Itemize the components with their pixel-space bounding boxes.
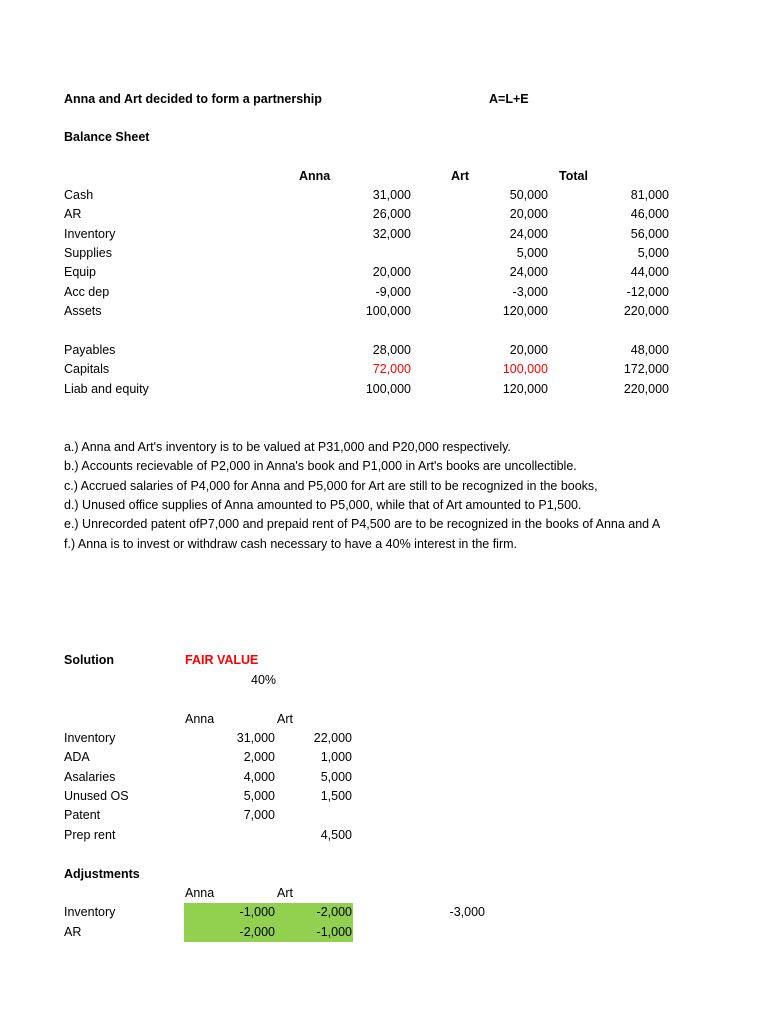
- adjustments-col-art: Art: [277, 886, 293, 900]
- art-capital-value: 100,000: [502, 362, 548, 376]
- art-value: 24,000: [509, 265, 548, 279]
- anna-value: 100,000: [365, 382, 411, 396]
- row-label: Capitals: [64, 362, 110, 376]
- row-label: ADA: [64, 750, 90, 764]
- art-value: -3,000: [512, 285, 548, 299]
- total-value: 220,000: [623, 382, 669, 396]
- art-value: 20,000: [509, 343, 548, 357]
- balance-sheet-heading: Balance Sheet: [64, 130, 150, 144]
- bs-col-anna: Anna: [299, 169, 331, 183]
- total-value: 172,000: [623, 362, 669, 376]
- anna-value: -2,000: [239, 925, 275, 939]
- row-label: Unused OS: [64, 789, 129, 803]
- row-label: Acc dep: [64, 285, 110, 299]
- anna-value: 2,000: [243, 750, 275, 764]
- solution-col-art: Art: [277, 712, 293, 726]
- note-c: c.) Accrued salaries of P4,000 for Anna and P5,000 for Art are still to be recognized in the books,: [64, 479, 598, 493]
- accounting-equation: A=L+E: [489, 92, 529, 106]
- total-value: 46,000: [630, 207, 669, 221]
- art-value: 120,000: [502, 304, 548, 318]
- art-value: -1,000: [316, 925, 352, 939]
- total-value: -3,000: [449, 905, 485, 919]
- art-value: 50,000: [509, 188, 548, 202]
- art-value: 22,000: [313, 731, 352, 745]
- bs-col-art: Art: [451, 169, 470, 183]
- anna-capital-value: 72,000: [372, 362, 411, 376]
- art-value: -2,000: [316, 905, 352, 919]
- row-label: Inventory: [64, 227, 116, 241]
- total-value: 81,000: [630, 188, 669, 202]
- note-f: f.) Anna is to invest or withdraw cash necessary to have a 40% interest in the firm.: [64, 537, 517, 551]
- art-value: 1,000: [320, 750, 352, 764]
- total-value: 44,000: [630, 265, 669, 279]
- total-value: 5,000: [637, 246, 669, 260]
- solution-col-anna: Anna: [185, 712, 215, 726]
- document-title: Anna and Art decided to form a partnership: [64, 92, 322, 106]
- fair-value-heading: FAIR VALUE: [185, 653, 259, 667]
- anna-value: 20,000: [372, 265, 411, 279]
- row-label: Liab and equity: [64, 382, 149, 396]
- anna-value: 31,000: [236, 731, 275, 745]
- total-value: 56,000: [630, 227, 669, 241]
- anna-value: 7,000: [243, 808, 275, 822]
- row-label: Payables: [64, 343, 116, 357]
- anna-value: 26,000: [372, 207, 411, 221]
- art-value: 24,000: [509, 227, 548, 241]
- note-e: e.) Unrecorded patent ofP7,000 and prepaid rent of P4,500 are to be recognized in the books of Anna and A: [64, 517, 661, 531]
- row-label: Asalaries: [64, 770, 116, 784]
- anna-value: 32,000: [372, 227, 411, 241]
- row-label: Inventory: [64, 905, 116, 919]
- art-value: 120,000: [502, 382, 548, 396]
- anna-value: 4,000: [243, 770, 275, 784]
- row-label: Patent: [64, 808, 101, 822]
- anna-value: -1,000: [239, 905, 275, 919]
- anna-value: 31,000: [372, 188, 411, 202]
- row-label: AR: [64, 207, 82, 221]
- row-label: Inventory: [64, 731, 116, 745]
- total-value: -12,000: [626, 285, 669, 299]
- adjustments-heading: Adjustments: [64, 867, 140, 881]
- row-label: Prep rent: [64, 828, 116, 842]
- row-label: Assets: [64, 304, 102, 318]
- interest-percent: 40%: [251, 673, 277, 687]
- anna-value: -9,000: [375, 285, 411, 299]
- bs-col-total: Total: [559, 169, 588, 183]
- row-label: Supplies: [64, 246, 112, 260]
- anna-value: 100,000: [365, 304, 411, 318]
- note-a: a.) Anna and Art's inventory is to be valued at P31,000 and P20,000 respectively.: [64, 440, 511, 454]
- art-value: 1,500: [320, 789, 352, 803]
- row-label: Cash: [64, 188, 94, 202]
- adjustments-col-anna: Anna: [185, 886, 215, 900]
- anna-value: 28,000: [372, 343, 411, 357]
- solution-heading: Solution: [64, 653, 114, 667]
- art-value: 20,000: [509, 207, 548, 221]
- note-d: d.) Unused office supplies of Anna amounted to P5,000, while that of Art amounted to P1,500.: [64, 498, 582, 512]
- anna-value: 5,000: [243, 789, 275, 803]
- art-value: 4,500: [320, 828, 352, 842]
- row-label: AR: [64, 925, 82, 939]
- note-b: b.) Accounts recievable of P2,000 in Anna's book and P1,000 in Art's books are uncollectible.: [64, 459, 577, 473]
- row-label: Equip: [64, 265, 96, 279]
- total-value: 48,000: [630, 343, 669, 357]
- art-value: 5,000: [320, 770, 352, 784]
- art-value: 5,000: [516, 246, 548, 260]
- total-value: 220,000: [623, 304, 669, 318]
